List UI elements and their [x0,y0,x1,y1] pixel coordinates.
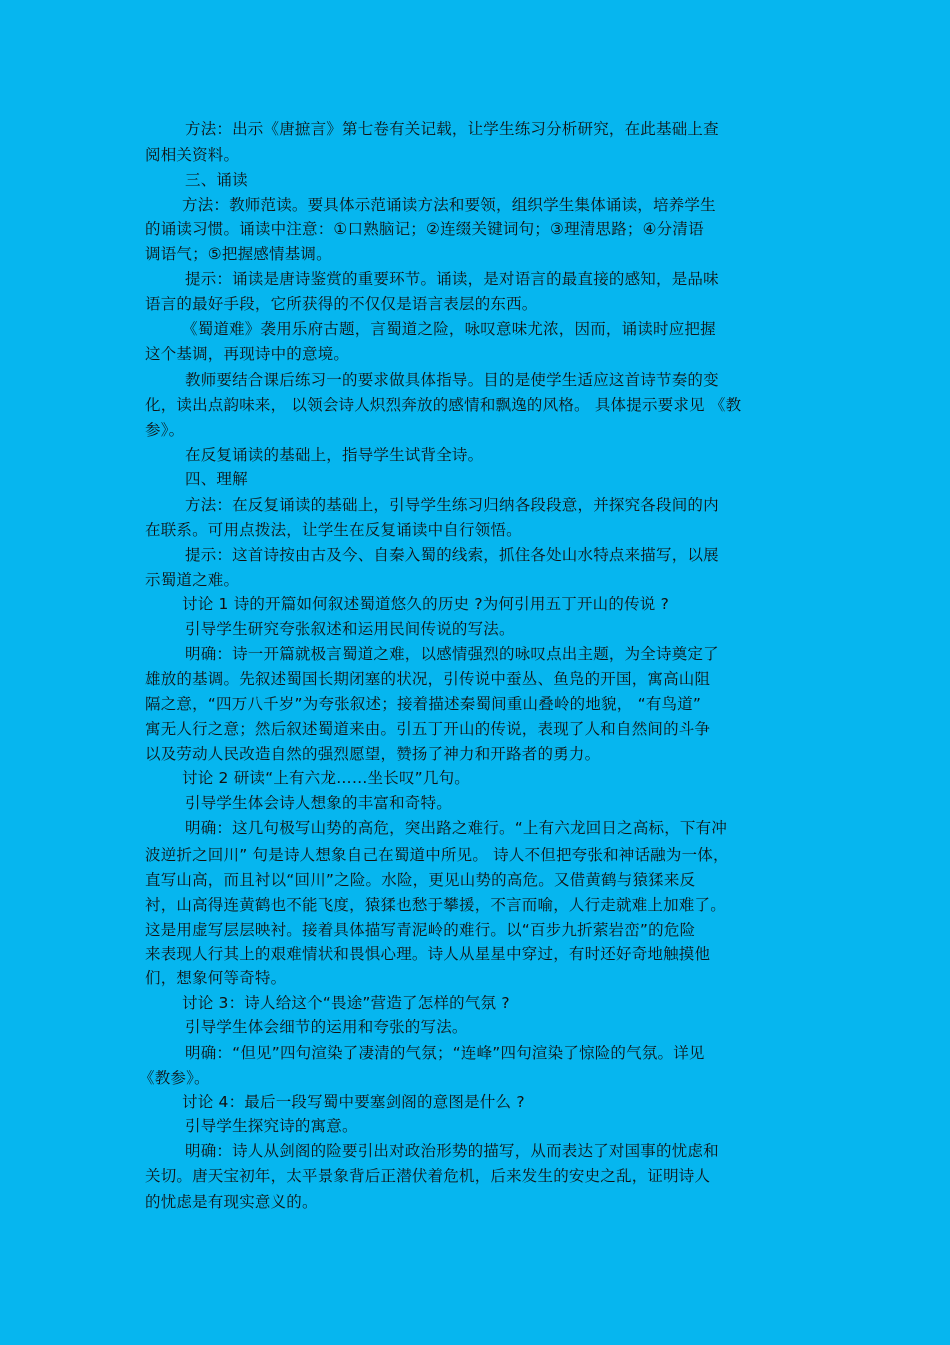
text-line: 关切。唐天宝初年，太平景象背后正潜伏着危机，后来发生的安史之乱，证明诗人 [145,1167,711,1185]
text-line: 这个基调，再现诗中的意境。 [145,345,350,363]
text-line: 以及劳动人民改造自然的强烈愿望，赞扬了神力和开路者的勇力。 [145,745,601,763]
text-line: 波逆折之回川” 句是诗人想象自己在蜀道中所见。 诗人不但把夸张和神话融为一体， [145,846,729,864]
text-line: 方法：出示《唐摭言》第七卷有关记载，让学生练习分析研究，在此基础上查 [185,120,719,138]
text-line: 寓无人行之意；然后叙述蜀道来由。引五丁开山的传说，表现了人和自然间的斗争 [145,720,711,738]
text-line: 隔之意，“四万八千岁”为夸张叙述；接着描述秦蜀间重山叠岭的地貌， “有鸟道” [145,695,702,713]
text-line: 直写山高，而且衬以“回川”之险。水险，更见山势的高危。又借黄鹤与猿猱来反 [145,871,696,889]
text-line: 的诵读习惯。诵读中注意：①口熟脑记；②连缀关键词句；③理清思路；④分清语 [145,220,704,238]
discussion-heading: 讨论 4：最后一段写蜀中要塞剑阁的意图是什么 ? [182,1093,525,1111]
discussion-heading: 讨论 1 诗的开篇如何叙述蜀道悠久的历史 ?为何引用五丁开山的传说 ? [182,595,670,613]
text-line: 示蜀道之难。 [145,571,240,589]
text-line: 语言的最好手段，它所获得的不仅仅是语言表层的东西。 [145,295,538,313]
text-line: 这是用虚写层层映衬。接着具体描写青泥岭的难行。以“百步九折萦岩峦”的危险 [145,921,696,939]
text-line: 《教参》。 [139,1069,210,1087]
text-line: 《蜀道难》袭用乐府古题，言蜀道之险，咏叹意味尤浓，因而，诵读时应把握 [182,320,716,338]
text-line: 提示：这首诗按由古及今、自秦入蜀的线索，抓住各处山水特点来描写，以展 [185,546,719,564]
text-line: 引导学生探究诗的寓意。 [185,1117,358,1135]
text-line: 参》。 [145,421,185,439]
text-line: 明确：诗人从剑阁的险要引出对政治形势的描写，从而表达了对国事的忧虑和 [185,1142,719,1160]
text-line: 教师要结合课后练习一的要求做具体指导。目的是使学生适应这首诗节奏的变 [185,371,719,389]
text-line: 衬，山高得连黄鹤也不能飞度，猿猱也愁于攀援，不言而喻，人行走就难上加难了。 [145,896,726,914]
text-line: 引导学生研究夸张叙述和运用民间传说的写法。 [185,620,515,638]
discussion-heading: 讨论 2 研读“上有六龙……坐长叹”几句。 [182,769,470,787]
text-line: 的忧虑是有现实意义的。 [145,1193,318,1211]
text-line: 方法：教师范读。要具体示范诵读方法和要领，组织学生集体诵读，培养学生 [182,196,716,214]
text-line: 明确：“但见”四句渲染了凄清的气氛；“连峰”四句渲染了惊险的气氛。详见 [185,1044,705,1062]
text-line: 在反复诵读的基础上，指导学生试背全诗。 [185,446,484,464]
text-line: 引导学生体会诗人想象的丰富和奇特。 [185,794,452,812]
text-line: 们，想象何等奇特。 [145,969,287,987]
text-line: 提示：诵读是唐诗鉴赏的重要环节。诵读，是对语言的最直接的感知，是品味 [185,270,719,288]
section-heading: 四、理解 [185,470,248,488]
discussion-heading: 讨论 3：诗人给这个“畏途”营造了怎样的气氛 ? [182,994,510,1012]
text-line: 方法：在反复诵读的基础上，引导学生练习归纳各段段意，并探究各段间的内 [185,496,719,514]
section-heading: 三、诵读 [185,171,248,189]
text-line: 来表现人行其上的艰难情状和畏惧心理。诗人从星星中穿过，有时还好奇地触摸他 [145,945,711,963]
text-line: 化，读出点韵味来， 以领会诗人炽烈奔放的感情和飘逸的风格。 具体提示要求见 《教 [145,396,742,414]
text-line: 明确：这几句极写山势的高危，突出路之难行。“上有六龙回日之高标，下有冲 [185,819,728,837]
text-line: 调语气；⑤把握感情基调。 [145,245,332,263]
text-line: 引导学生体会细节的运用和夸张的写法。 [185,1018,468,1036]
text-line: 雄放的基调。先叙述蜀国长期闭塞的状况，引传说中蚕丛、鱼凫的开国，寓高山阻 [145,670,711,688]
text-line: 明确：诗一开篇就极言蜀道之难，以感情强烈的咏叹点出主题，为全诗奠定了 [185,645,719,663]
text-line: 阅相关资料。 [145,146,240,164]
text-line: 在联系。可用点拨法，让学生在反复诵读中自行领悟。 [145,521,522,539]
